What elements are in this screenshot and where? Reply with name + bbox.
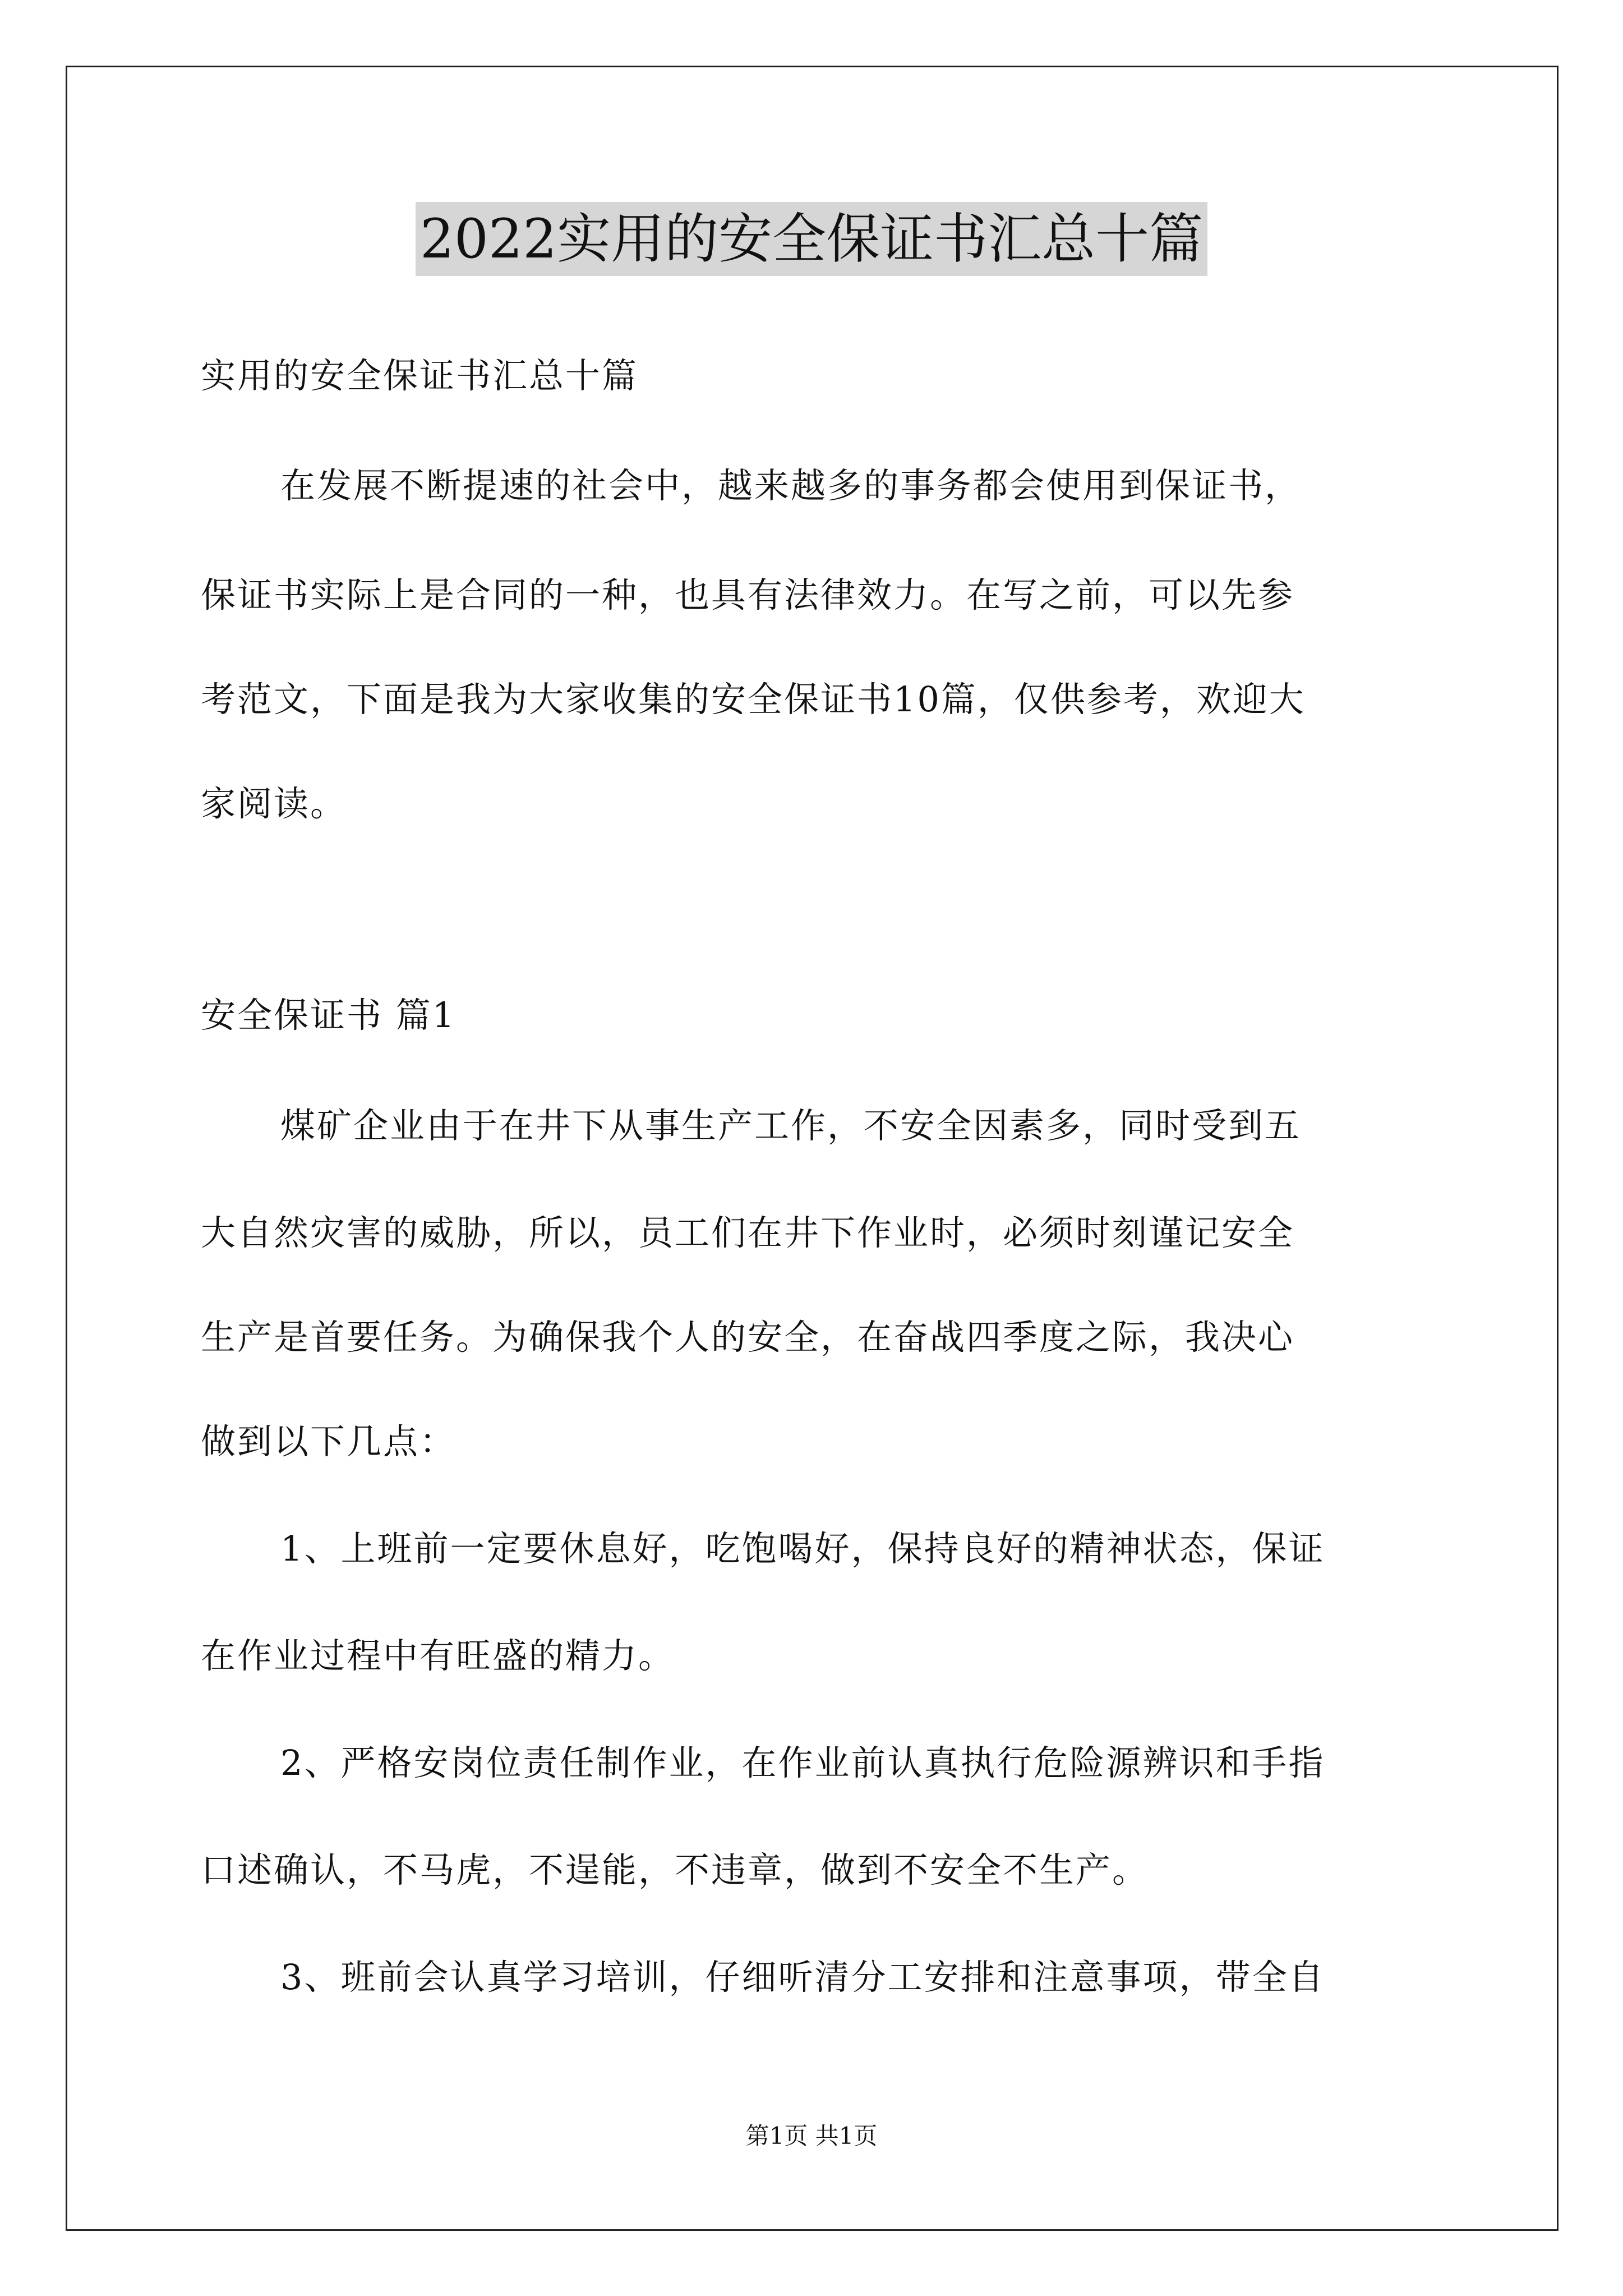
intro-line: 保证书实际上是合同的一种，也具有法律效力。在写之前，可以先参: [201, 574, 1295, 615]
document-title: 2022实用的安全保证书汇总十篇: [416, 202, 1207, 276]
intro-line: 家阅读。: [201, 783, 347, 824]
intro-line: 在发展不断提速的社会中，越来越多的事务都会使用到保证书，: [280, 465, 1302, 506]
body-line: 生产是首要任务。为确保我个人的安全，在奋战四季度之际，我决心: [201, 1317, 1295, 1358]
page-number-footer: 第1页 共1页: [745, 2122, 878, 2150]
body-line: 3、班前会认真学习培训，仔细听清分工安排和注意事项，带全自: [280, 1957, 1325, 1998]
intro-line: 考范文，下面是我为大家收集的安全保证书10篇，仅供参考，欢迎大: [201, 679, 1306, 720]
document-subtitle: 实用的安全保证书汇总十篇: [201, 355, 639, 396]
section-heading: 安全保证书 篇1: [201, 995, 457, 1036]
body-line: 口述确认，不马虎，不逞能，不违章，做到不安全不生产。: [201, 1849, 1149, 1890]
body-line: 1、上班前一定要休息好，吃饱喝好，保持良好的精神状态，保证: [280, 1528, 1325, 1569]
title-container: [0, 202, 1623, 276]
body-line: 2、严格安岗位责任制作业，在作业前认真执行危险源辨识和手指: [280, 1742, 1325, 1783]
body-line: 在作业过程中有旺盛的精力。: [201, 1635, 675, 1676]
body-line: 煤矿企业由于在井下从事生产工作，不安全因素多，同时受到五: [280, 1105, 1302, 1146]
body-line: 大自然灾害的威胁，所以，员工们在井下作业时，必须时刻谨记安全: [201, 1212, 1295, 1253]
body-line: 做到以下几点：: [201, 1421, 457, 1462]
